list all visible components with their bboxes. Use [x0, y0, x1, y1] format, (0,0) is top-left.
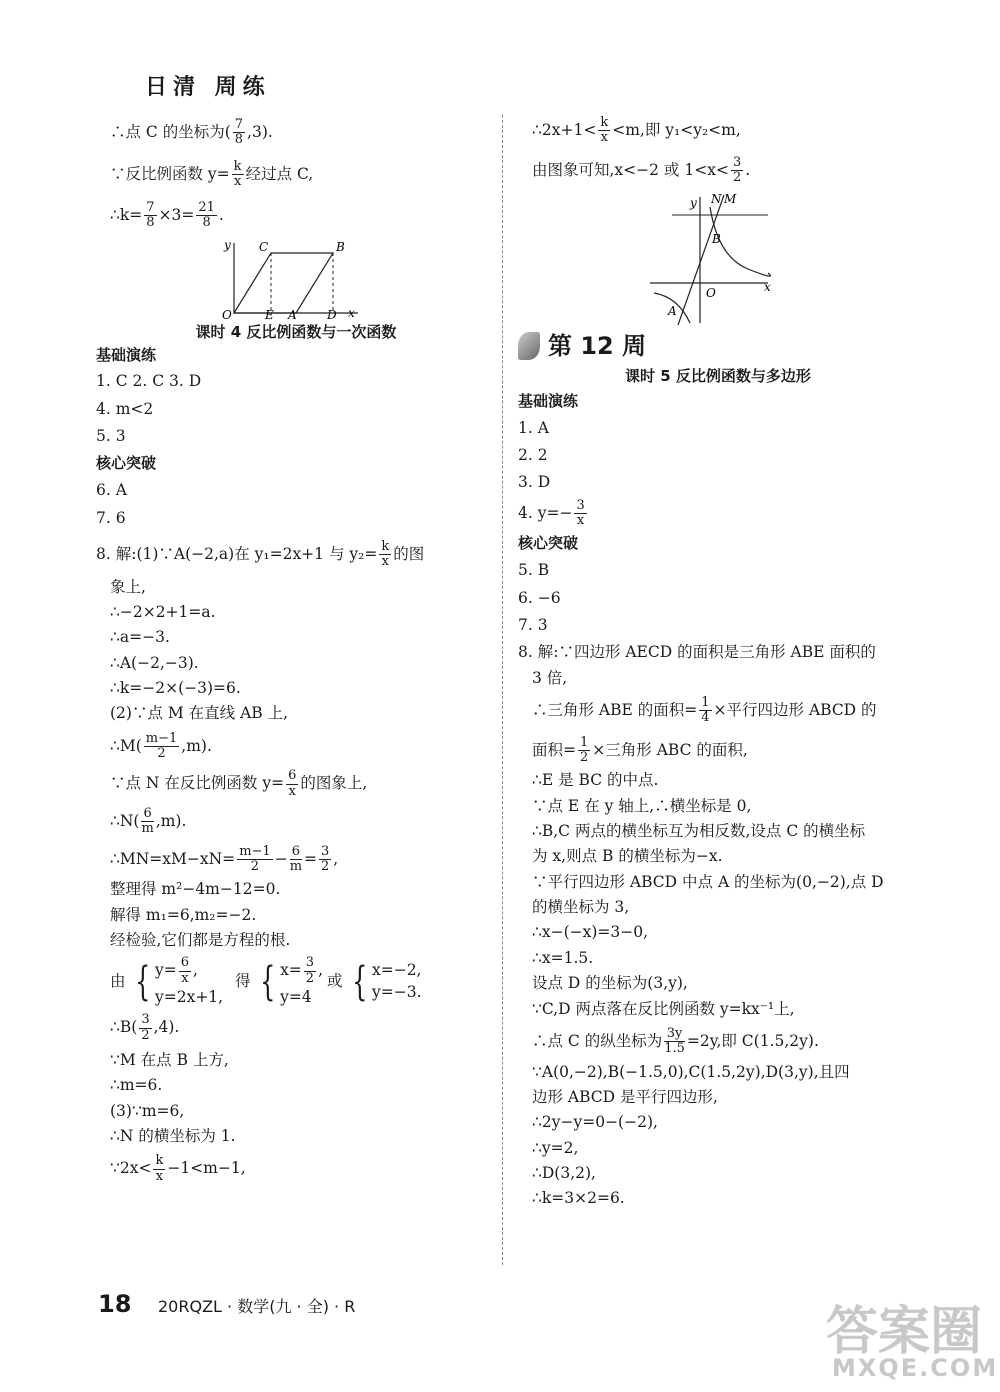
lesson-title: 课时 4 反比例函数与一次函数	[195, 322, 397, 341]
solution-line: (3)∵m=6,	[110, 1101, 185, 1120]
book-code: 20RQZL · 数学(九 · 全) · R	[158, 1297, 356, 1316]
solution-line: ∴M( $\frac{m-1}{2}$ ,m).	[110, 730, 212, 762]
solution-line: ∴x=1.5.	[532, 948, 594, 967]
solution-line: ∵M 在点 B 上方,	[110, 1050, 229, 1069]
solution-line: 面积= $\frac{1}{2}$ ×三角形 ABC 的面积,	[532, 734, 748, 765]
answer-line: 4. y=− $\frac{3}{x}$	[518, 497, 585, 529]
answer-line: 6. −6	[518, 588, 561, 607]
point-label: O	[706, 286, 716, 301]
solution-line: ∵2x< $\frac{k}{x}$ −1<m−1,	[110, 1153, 246, 1184]
right-column	[518, 112, 918, 1209]
section-heading: 核心突破	[518, 534, 579, 553]
solution-line: ∴三角形 ABE 的面积= $\frac{1}{4}$ ×平行四边形 ABCD 的	[532, 695, 877, 726]
fraction: $\frac{6}{m}$	[141, 805, 154, 837]
point-label: B	[336, 239, 345, 254]
solution-line: 经检验,它们都是方程的根.	[110, 930, 291, 949]
fraction: $\frac{1}{4}$	[701, 695, 710, 726]
point-label: B	[712, 232, 721, 247]
point-label: C	[259, 239, 269, 254]
solution-line: ∴m=6.	[110, 1076, 163, 1095]
fraction: $\frac{1}{2}$	[580, 734, 589, 765]
page-header: 日清 周练	[145, 74, 271, 100]
text-line: ∵反比例函数 y= $\frac{k}{x}$ 经过点 C,	[110, 158, 314, 189]
solution-line: ∴−2×2+1=a.	[110, 602, 216, 621]
fraction: $\frac{3}{2}$	[305, 955, 315, 986]
week-title: 第 12 周	[548, 332, 647, 361]
solution-line: ∴B( $\frac{3}{2}$ ,4).	[110, 1012, 180, 1043]
solution-line: ∴k=−2×(−3)=6.	[110, 679, 241, 697]
solution-line: ∵点 E 在 y 轴上,∴横坐标是 0,	[532, 796, 752, 815]
point-label: O	[222, 307, 232, 321]
page-number: 18	[98, 1290, 132, 1318]
solution-line: ∴x−(−x)=3−0,	[532, 923, 649, 942]
answer-line: 2. 2	[518, 446, 548, 465]
point-label: D	[327, 307, 337, 321]
lesson-title: 课时 5 反比例函数与多边形	[625, 367, 811, 386]
parallelogram-figure	[96, 235, 496, 321]
fraction: $\frac{3}{2}$	[732, 154, 742, 185]
answer-line: 6. A	[96, 481, 127, 500]
fraction: $\frac{k}{x}$	[381, 538, 390, 570]
week-heading	[518, 331, 918, 361]
answer-line: 5. 3	[96, 427, 126, 446]
section-heading: 基础演练	[518, 391, 579, 410]
answer-line: 1. A	[518, 418, 549, 437]
solution-line: ∴k=3×2=6.	[532, 1189, 625, 1208]
solution-line: ∴2y−y=0−(−2),	[532, 1113, 658, 1132]
fraction: $\frac{3y}{1.5}$	[664, 1025, 685, 1057]
leaf-icon	[518, 332, 540, 360]
solution-line: ∵点 N 在反比例函数 y= $\frac{6}{x}$ 的图象上,	[110, 768, 368, 799]
solution-line: 象上,	[110, 577, 146, 596]
fraction: $\frac{k}{x}$	[600, 115, 609, 146]
solution-line: 3 倍,	[532, 668, 568, 687]
axis-label-y: y	[224, 237, 231, 252]
solution-line: ∴N 的横坐标为 1.	[110, 1126, 236, 1145]
section-heading: 基础演练	[96, 345, 157, 364]
solution-line: 8. 解:(1)∵A(−2,a)在 y₁=2x+1 与 y₂= $\frac{k}{x}$ 的图	[96, 538, 425, 570]
point-label: A	[288, 307, 297, 321]
fraction: $\frac{7}{8}$	[146, 200, 155, 231]
solution-line: ∴E 是 BC 的中点.	[532, 771, 659, 790]
solution-line: ∵A(0,−2),B(−1.5,0),C(1.5,2y),D(3,y),且四	[532, 1062, 850, 1081]
point-label: E	[265, 307, 274, 321]
fraction: $\frac{21}{8}$	[198, 200, 215, 231]
solution-line: ∴a=−3.	[110, 628, 170, 647]
solution-line: 为 x,则点 B 的横坐标为−x.	[532, 847, 723, 866]
column-divider	[502, 115, 503, 1265]
solution-line: ∴A(−2,−3).	[110, 653, 199, 672]
answer-line: 3. D	[518, 473, 551, 492]
solution-line: ∴D(3,2),	[532, 1164, 596, 1183]
fraction: $\frac{m-1}{2}$	[145, 730, 178, 762]
answer-line: 1. C 2. C 3. D	[96, 372, 202, 391]
text-line: ∴k= $\frac{7}{8}$ ×3= $\frac{21}{8}$ .	[110, 200, 224, 231]
solution-line: ∴MN=xM−xN= $\frac{m-1}{2}$ − $\frac{6}{m}$ = $\frac{3}{2}$ ,	[110, 843, 339, 874]
point-label: M	[724, 192, 737, 207]
solution-line: ∵C,D 两点落在反比例函数 y=kx⁻¹上,	[532, 999, 795, 1018]
solution-line: 8. 解:∵四边形 AECD 的面积是三角形 ABE 面积的	[518, 643, 876, 662]
solution-line: ∴N( $\frac{6}{m}$ ,m).	[110, 805, 187, 837]
point-label: N	[711, 192, 722, 207]
fraction: $\frac{k}{x}$	[155, 1153, 164, 1184]
fraction: $\frac{3}{2}$	[141, 1012, 150, 1043]
function-graph-figure	[518, 187, 918, 327]
solution-line: ∵平行四边形 ABCD 中点 A 的坐标为(0,−2),点 D	[532, 872, 884, 891]
fraction: $\frac{6}{m}$	[289, 843, 303, 874]
answer-line: 4. m<2	[96, 399, 154, 418]
axis-label-y: y	[690, 196, 697, 211]
equation-system: 由 { y= $\frac{6}{x}$ , y=2x+1, 得 { x= $\frac{3}{2}$ , y=4 或 { x=−2, y=−3.	[110, 955, 422, 1006]
point-label: A	[668, 304, 677, 319]
fraction: $\frac{6}{x}$	[180, 955, 189, 986]
answer-line: 5. B	[518, 561, 550, 580]
solution-line: (2)∵点 M 在直线 AB 上,	[110, 704, 289, 723]
answer-line: 7. 3	[518, 615, 548, 634]
axis-label-x: x	[764, 280, 771, 295]
solution-line: ∴y=2,	[532, 1138, 579, 1157]
fraction: $\frac{3}{2}$	[321, 843, 330, 874]
solution-line: ∴点 C 的纵坐标为 $\frac{3y}{1.5}$ =2y,即 C(1.5,2y).	[532, 1025, 819, 1057]
solution-line: 整理得 m²−4m−12=0.	[110, 880, 281, 899]
section-heading: 核心突破	[96, 454, 157, 473]
solution-line: ∴2x+1< $\frac{k}{x}$ <m,即 y₁<y₂<m,	[532, 115, 741, 146]
fraction: $\frac{6}{x}$	[288, 768, 297, 799]
solution-line: 边形 ABCD 是平行四边形,	[532, 1087, 718, 1106]
solution-line: 的横坐标为 3,	[532, 898, 630, 917]
solution-line: ∴B,C 两点的横坐标互为相反数,设点 C 的横坐标	[532, 821, 866, 840]
watermark-url: MXQE.COM	[832, 1354, 999, 1382]
fraction: $\frac{7}{8}$	[234, 117, 244, 148]
solution-line: 由图象可知,x<−2 或 1<x< $\frac{3}{2}$ .	[532, 154, 751, 185]
solution-line: 解得 m₁=6,m₂=−2.	[110, 905, 257, 924]
fraction: $\frac{3}{x}$	[576, 497, 585, 529]
watermark-logo: 答案圈	[826, 1302, 983, 1362]
answer-line: 7. 6	[96, 508, 126, 527]
axis-label-x: x	[348, 305, 355, 320]
solution-line: 设点 D 的坐标为(3,y),	[532, 974, 688, 993]
fraction: $\frac{k}{x}$	[233, 158, 242, 189]
left-column	[96, 112, 496, 1184]
fraction: $\frac{m-1}{2}$	[239, 843, 271, 874]
text-line: ∴点 C 的坐标为( $\frac{7}{8}$ ,3).	[110, 117, 273, 148]
